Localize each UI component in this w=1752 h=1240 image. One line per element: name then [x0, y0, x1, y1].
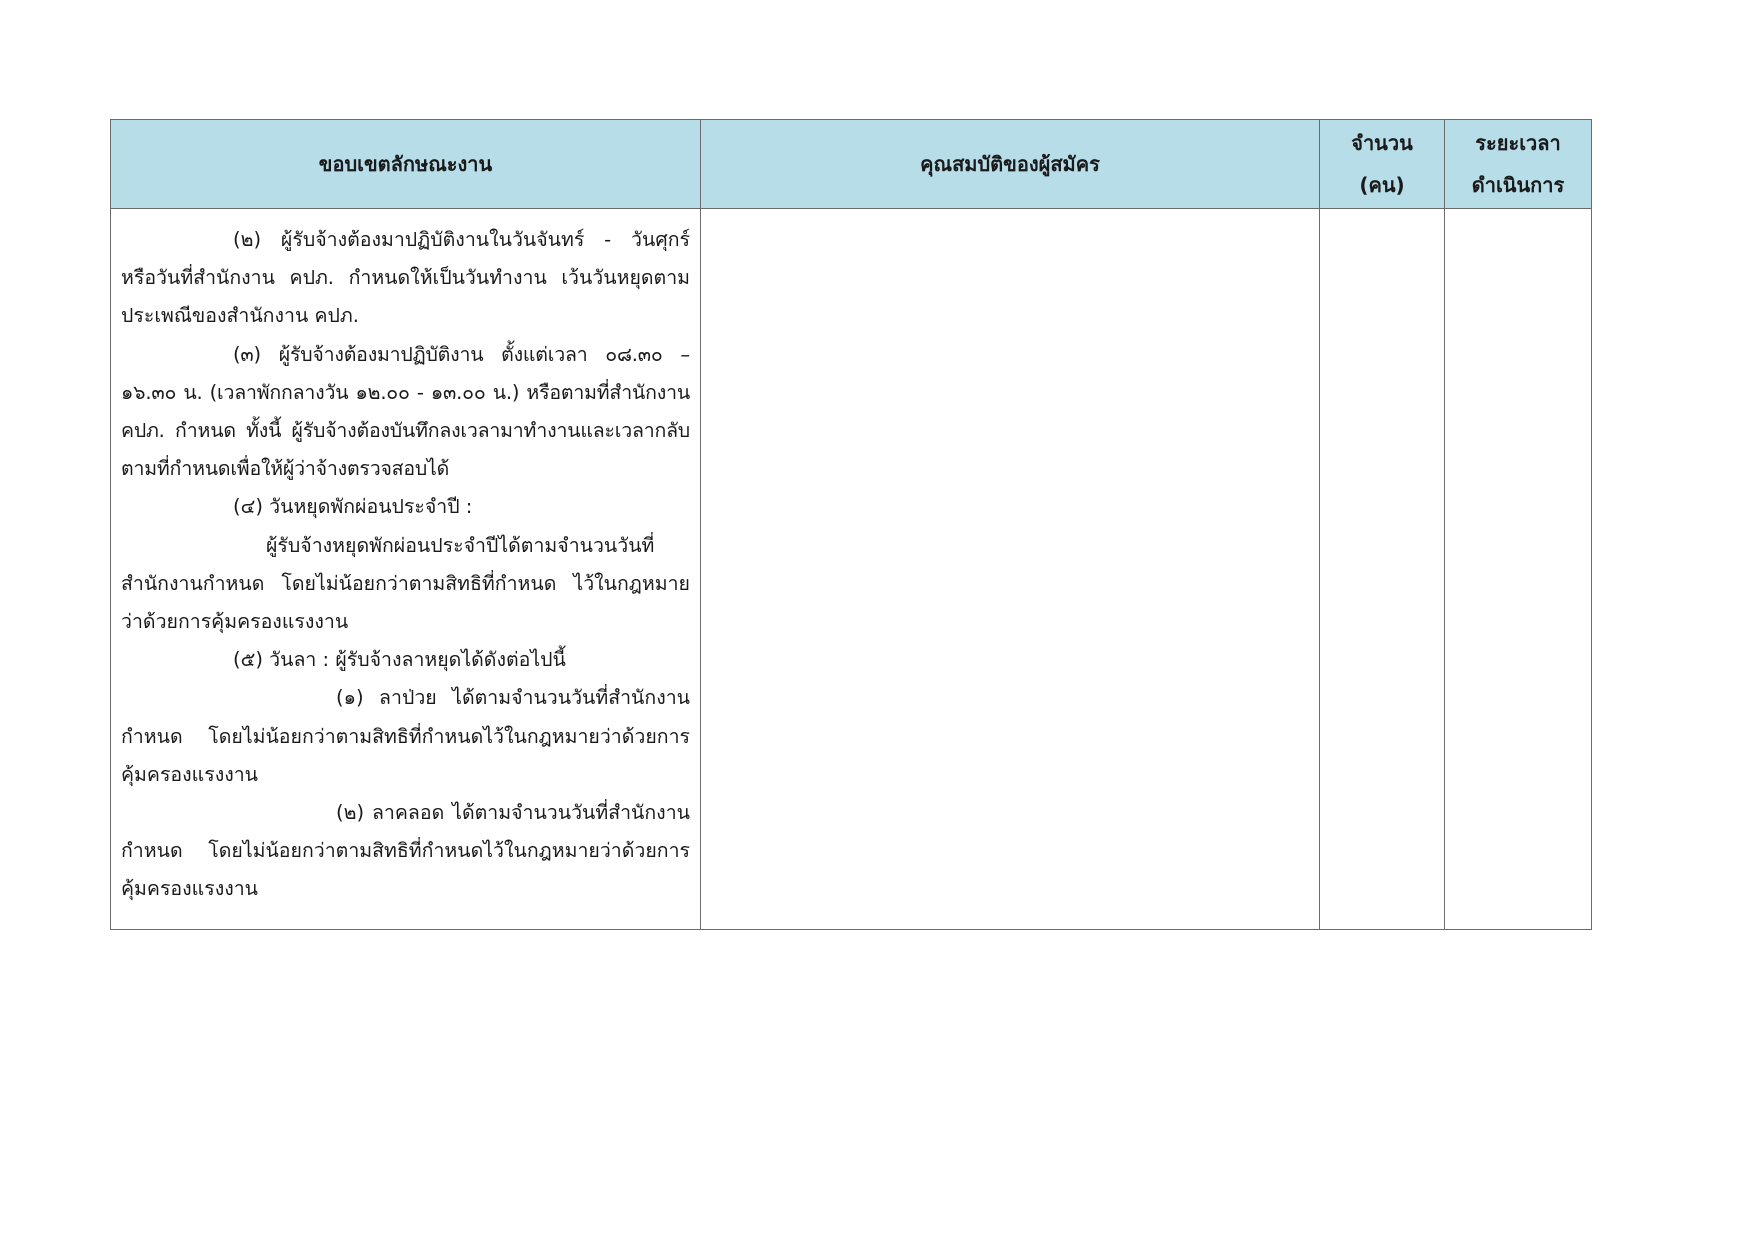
scope-paragraph-working-hours: (๓) ผู้รับจ้างต้องมาปฏิบัติงาน ตั้งแต่เวลา ๐๘.๓๐ – ๑๖.๓๐ น. (เวลาพักกลางวัน ๑๒.๐๐ - ๑๓.๐๐ น.) หรือตามที่สำนักงาน คปภ. กำหนด ทั้งนี้ ผู้รับจ้างต้องบันทึกลงเวลามาทำงานและเวลากลับตามที่กำหนดเพื่อให้ผู้ว่าจ้างตรวจสอบได้	[121, 342, 690, 481]
header-scope-label: ขอบเขตลักษณะงาน	[318, 152, 493, 176]
header-amount-line2: (คน)	[1359, 173, 1405, 197]
scope-paragraph-leave-heading: (๕) วันลา : ผู้รับจ้างลาหยุดได้ดังต่อไปนี้	[233, 648, 566, 672]
scope-paragraph-annual-leave-heading: (๔) วันหยุดพักผ่อนประจำปี :	[233, 495, 473, 519]
table-row	[111, 209, 1592, 930]
scope-paragraph-annual-leave: ผู้รับจ้างหยุดพักผ่อนประจำปีได้ตามจำนวนวันที่สำนักงานกำหนด โดยไม่น้อยกว่าตามสิทธิที่กำหนด ไว้ในกฎหมายว่าด้วยการคุ้มครองแรงงาน	[121, 533, 690, 634]
header-period	[1445, 120, 1592, 209]
scope-paragraph-working-days: (๒) ผู้รับจ้างต้องมาปฏิบัติงานในวันจันทร์ - วันศุกร์ หรือวันที่สำนักงาน คปภ. กำหนดให้เป็นวันทำงาน เว้นวันหยุดตามประเพณีของสำนักงาน คปภ.	[121, 228, 690, 328]
qualification-cell	[701, 209, 1320, 930]
table-header-row	[111, 120, 1592, 209]
period-cell	[1445, 209, 1592, 930]
header-qualification	[701, 120, 1320, 209]
scope-paragraph-maternity-leave: (๒) ลาคลอด ได้ตามจำนวนวันที่สำนักงานกำหนด โดยไม่น้อยกว่าตามสิทธิที่กำหนดไว้ในกฎหมายว่าด้วยการคุ้มครองแรงงาน	[121, 801, 690, 901]
header-amount-line1: จำนวน	[1351, 131, 1413, 155]
scope-cell	[111, 209, 701, 930]
header-scope	[111, 120, 701, 209]
header-period-line2: ดำเนินการ	[1471, 173, 1565, 197]
scope-paragraph-sick-leave: (๑) ลาป่วย ได้ตามจำนวนวันที่สำนักงานกำหนด โดยไม่น้อยกว่าตามสิทธิที่กำหนดไว้ในกฎหมายว่าด้วยการคุ้มครองแรงงาน	[121, 686, 690, 786]
header-amount	[1320, 120, 1445, 209]
amount-cell	[1320, 209, 1445, 930]
header-qualification-label: คุณสมบัติของผู้สมัคร	[920, 152, 1100, 176]
scope-of-work-table	[110, 119, 1592, 930]
header-period-line1: ระยะเวลา	[1475, 131, 1561, 155]
